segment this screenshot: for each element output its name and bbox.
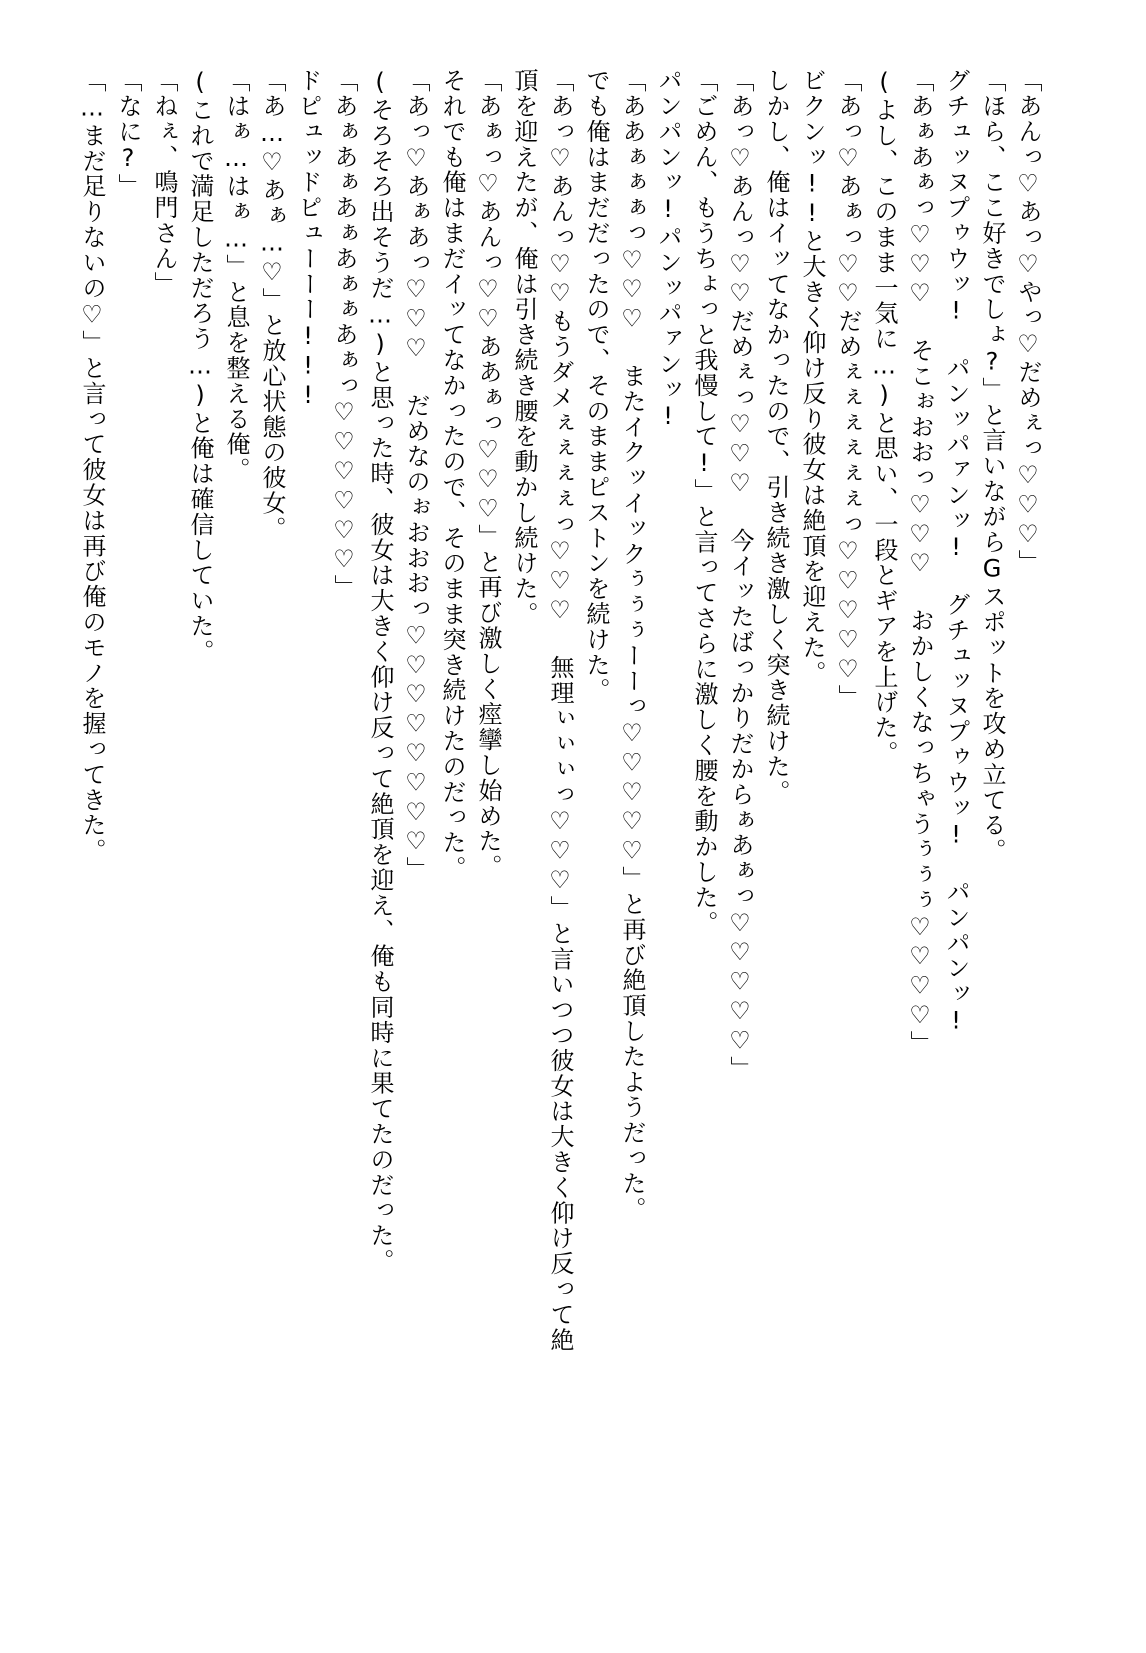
text-line: (そろそろ出そうだ…)と思った時、彼女は大きく仰け反って絶頂を迎え、俺も同時に果てたのだった。 <box>366 68 394 1274</box>
text-line: パンパンッ!パンッパァンッ! <box>654 68 682 432</box>
text-line: 「はぁ…はぁ…」と息を整える俺。 <box>222 68 250 483</box>
text-line: 「あぁっ♡あんっ♡♡ああぁっ♡♡♡」と再び激しく痙攣し始めた。 <box>474 68 502 880</box>
text-line: 「あ…♡あぁ…♡」と放心状態の彼女。 <box>258 68 286 542</box>
text-line: 頂を迎えたが、俺は引き続き腰を動かし続けた。 <box>510 68 538 627</box>
text-line: (よし、このまま一気に…)と思い、一段とギアを上げた。 <box>870 68 898 766</box>
text-line: 「あぁあぁっ♡♡♡ そこぉおおっ♡♡♡ おかしくなっちゃうぅぅぅ♡♡♡♡」 <box>906 68 934 1056</box>
text-line: 「あぁあぁあぁあぁぁあぁっ♡♡♡♡♡♡」 <box>330 68 358 600</box>
text-line: ドピュッドピューーー!!! <box>294 68 322 411</box>
text-line: 「なに?」 <box>114 68 142 199</box>
text-line: 「…まだ足りないの♡」と言って彼女は再び俺のモノを握ってきた。 <box>78 68 106 864</box>
text-line: 「ねぇ、鳴門さん」 <box>150 68 178 297</box>
text-line: 「ああぁぁぁっ♡♡♡ またイクッイックぅぅぅーーっ♡♡♡♡♡」と再び絶頂したようだった。 <box>618 68 646 1222</box>
text-line: ビクンッ!!と大きく仰け反り彼女は絶頂を迎えた。 <box>798 68 826 686</box>
text-line: 「ほら、ここ好きでしょ?」と言いながらGスポットを攻め立てる。 <box>978 68 1006 864</box>
text-line: 「ごめん、もうちょっと我慢して!」と言ってさらに激しく腰を動かした。 <box>690 68 718 936</box>
text-line: しかし、俺はイッてなかったので、引き続き激しく突き続けた。 <box>762 68 790 805</box>
text-line: 「あっ♡あんっ♡♡もうダメぇぇぇぇっ♡♡♡ 無理ぃぃぃっ♡♡♡」と言いつつ彼女は大きく仰け反って絶 <box>546 68 574 1353</box>
text-line: (これで満足しただろう…)と俺は確信していた。 <box>186 68 214 665</box>
text-line: 「あっ♡あぁっ♡♡だめぇぇぇぇぇぇっ♡♡♡♡♡」 <box>834 68 862 710</box>
text-line: 「あんっ♡あっ♡やっ♡だめぇっ♡♡♡」 <box>1014 68 1042 575</box>
text-line: 「あっ♡あんっ♡♡だめぇっ♡♡♡ 今イッたばっかりだからぁあぁっ♡♡♡♡♡」 <box>726 68 754 1082</box>
text-line: でも俺はまだだったので、そのままピストンを続けた。 <box>582 68 610 703</box>
text-line: 「あっ♡あぁあっ♡♡♡ だめなのぉおおおっ♡♡♡♡♡♡♡♡」 <box>402 68 430 882</box>
text-line: それでも俺はまだイッてなかったので、そのまま突き続けたのだった。 <box>438 68 466 881</box>
text-line: グチュッヌプゥウッ! パンッパァンッ! グチュッヌプゥウッ! パンパンッ! <box>942 68 970 1036</box>
